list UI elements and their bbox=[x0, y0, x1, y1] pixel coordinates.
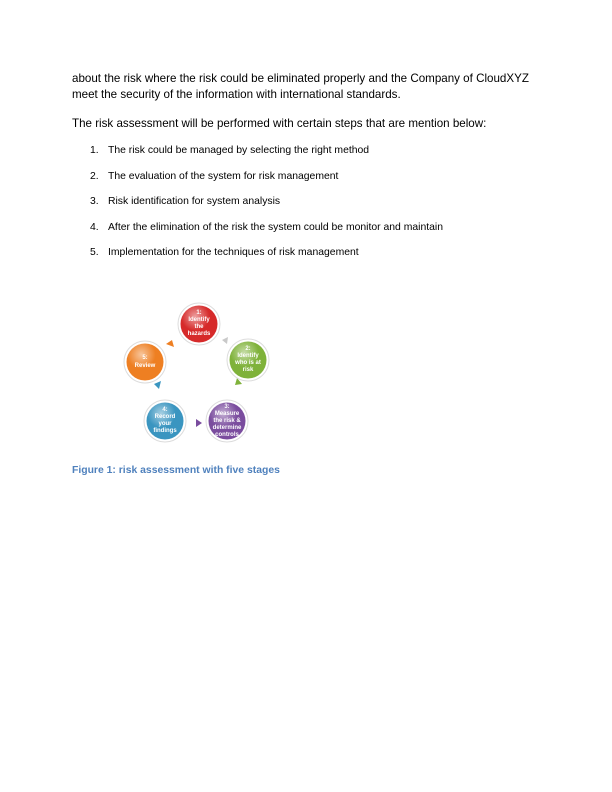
stage-label-line: risk bbox=[242, 367, 254, 373]
stage-label-line: 2: bbox=[245, 346, 251, 352]
list-item-number: 1. bbox=[90, 145, 99, 156]
list-item-text: Implementation for the techniques of risk management bbox=[108, 247, 359, 258]
cycle-arrow bbox=[166, 340, 174, 347]
list-item-number: 4. bbox=[90, 222, 99, 233]
stage-label-line: Identify bbox=[188, 317, 210, 323]
stage-label-line: who is at bbox=[235, 360, 261, 366]
cycle-arrow bbox=[222, 337, 228, 344]
figure-caption: Figure 1: risk assessment with five stages bbox=[72, 465, 280, 476]
body-paragraph: about the risk where the risk could be eliminated properly and the Company of CloudXYZ meet the security of the information with international standards. bbox=[72, 72, 529, 101]
stage-label-line: 1: bbox=[196, 310, 202, 316]
risk-cycle-diagram bbox=[118, 302, 280, 446]
list-item-text: The evaluation of the system for risk management bbox=[108, 171, 339, 182]
stage-label-line: Review bbox=[134, 363, 156, 369]
stage-label-line: 4: bbox=[162, 407, 168, 413]
stage-node-review bbox=[124, 341, 166, 383]
stage-node-record-findings bbox=[144, 400, 186, 442]
list-item-number: 5. bbox=[90, 247, 99, 258]
stage-node-identify-hazards bbox=[178, 303, 220, 345]
stage-label-line: controls bbox=[215, 432, 239, 438]
stage-label-line: determine bbox=[212, 425, 242, 431]
stage-label-line: the risk & bbox=[213, 418, 241, 424]
stage-label-line: findings bbox=[153, 428, 177, 434]
stage-label-line: 3: bbox=[224, 404, 230, 410]
cycle-arrow bbox=[154, 381, 161, 389]
stage-label-line: Record bbox=[154, 414, 176, 420]
stage-label-line: hazards bbox=[187, 331, 211, 337]
list-item-number: 3. bbox=[90, 196, 99, 207]
stage-label-line: your bbox=[158, 421, 172, 427]
stage-label-line: Identify bbox=[237, 353, 259, 359]
stage-label-line: Measure bbox=[214, 411, 240, 417]
stage-node-identify-who-at-risk bbox=[227, 339, 269, 381]
list-item-text: After the elimination of the risk the system could be monitor and maintain bbox=[108, 222, 443, 233]
intro-paragraph: The risk assessment will be performed with certain steps that are mention below: bbox=[72, 117, 487, 130]
list-item-number: 2. bbox=[90, 171, 99, 182]
stage-node-measure-risk bbox=[206, 400, 248, 442]
cycle-arrow bbox=[196, 419, 202, 427]
stage-label-line: the bbox=[194, 324, 204, 330]
list-item-text: Risk identification for system analysis bbox=[108, 196, 281, 207]
stage-label-line: 5: bbox=[142, 355, 148, 361]
list-item-text: The risk could be managed by selecting the right method bbox=[108, 145, 370, 156]
